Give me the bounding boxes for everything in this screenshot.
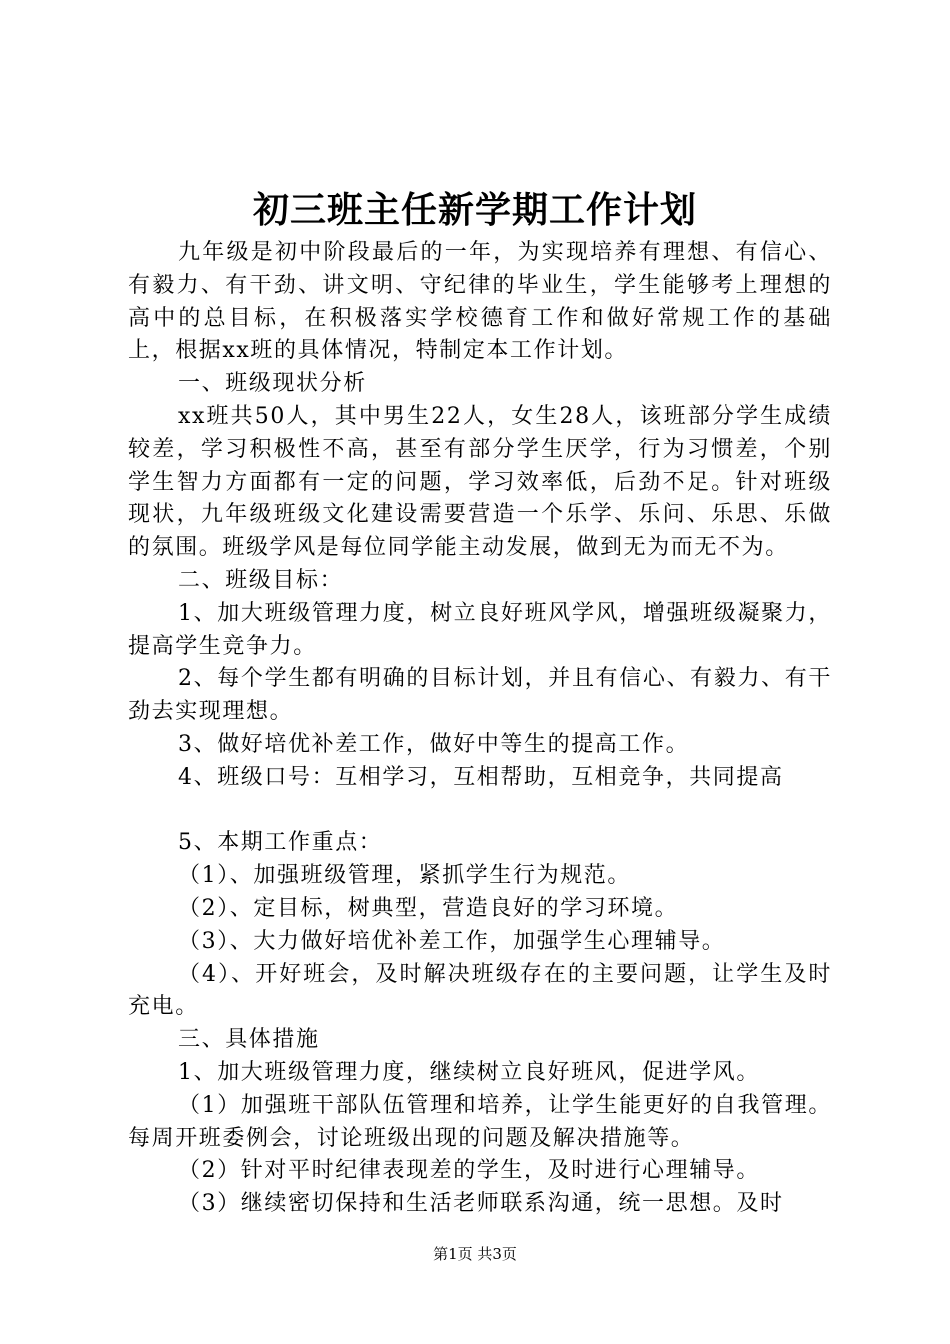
section-heading-measures: 三、具体措施 — [178, 1027, 320, 1053]
focus-item-1: （1）、加强班级管理，紧抓学生行为规范。 — [178, 863, 631, 889]
measure-subitem-1: （1）加强班干部队伍管理和培养，让学生能更好的自我管理。每周开班委例会，讨论班级出现的问题及解决措施等。 — [128, 1092, 832, 1151]
page-footer: 第1页 共3页 — [433, 1245, 517, 1263]
section-heading-status: 一、班级现状分析 — [178, 371, 367, 397]
goal-item-5: 5、本期工作重点： — [178, 830, 383, 856]
measure-subitem-2: （2）针对平时纪律表现差的学生，及时进行心理辅导。 — [178, 1158, 760, 1184]
paragraph-intro: 九年级是初中阶段最后的一年，为实现培养有理想、有信心、有毅力、有干劲、讲文明、守纪律的毕业生，学生能够考上理想的高中的总目标，在积极落实学校德育工作和做好常规工作的基础上，根据xx班的具体情况，特制定本工作计划。 — [128, 240, 832, 364]
goal-item-3: 3、做好培优补差工作，做好中等生的提高工作。 — [178, 731, 690, 757]
goal-item-2: 2、每个学生都有明确的目标计划，并且有信心、有毅力、有干劲去实现理想。 — [128, 666, 832, 725]
focus-item-3: （3）、大力做好培优补差工作，加强学生心理辅导。 — [178, 928, 726, 954]
paragraph-status: xx班共50人，其中男生22人，女生28人，该班部分学生成绩较差，学习积极性不高，甚至有部分学生厌学，行为习惯差，个别学生智力方面都有一定的问题，学习效率低，后劲不足。针对班级现状，九年级班级文化建设需要营造一个乐学、乐问、乐思、乐做的氛围。班级学风是每位同学能主动发展，做到无为而无不为。 — [128, 403, 832, 561]
section-heading-goals: 二、班级目标： — [178, 567, 344, 593]
measure-subitem-3: （3）继续密切保持和生活老师联系沟通，统一思想。及时 — [178, 1191, 784, 1217]
document-body — [128, 237, 832, 1221]
document-title: 初三班主任新学期工作计划 — [252, 189, 697, 231]
focus-item-4: （4）、开好班会，及时解决班级存在的主要问题，让学生及时充电。 — [128, 961, 832, 1020]
goal-item-4: 4、班级口号：互相学习，互相帮助，互相竞争，共同提高 — [178, 764, 784, 790]
focus-item-2: （2）、定目标，树典型，营造良好的学习环境。 — [178, 895, 679, 921]
measure-item-1: 1、加大班级管理力度，继续树立良好班风，促进学风。 — [178, 1059, 760, 1085]
goal-item-1: 1、加大班级管理力度，树立良好班风学风，增强班级凝聚力，提高学生竞争力。 — [128, 600, 832, 659]
